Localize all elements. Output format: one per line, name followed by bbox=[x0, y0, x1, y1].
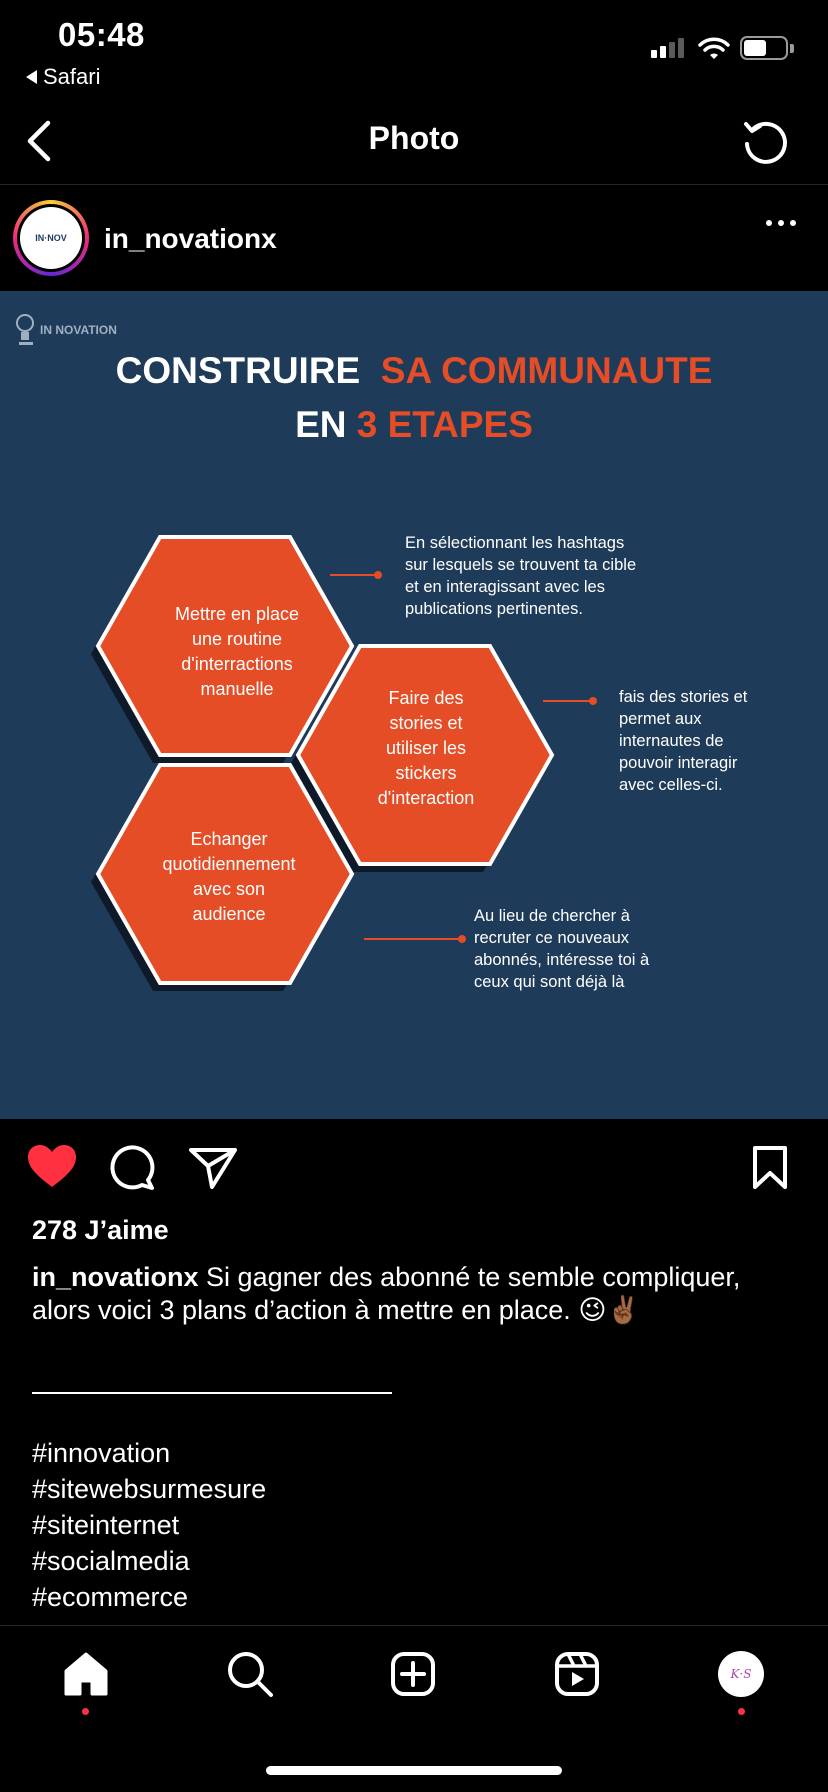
home-active-dot bbox=[82, 1708, 89, 1715]
profile-icon[interactable]: K·S bbox=[718, 1651, 764, 1697]
caption-separator bbox=[32, 1392, 392, 1394]
back-triangle-icon bbox=[26, 70, 37, 84]
step-3-description: Au lieu de chercher à recruter ce nouveaux abonnés, intéresse toi à ceux qui sont déjà là bbox=[474, 907, 650, 991]
caption-emojis: 😉✌🏾 bbox=[578, 1295, 641, 1325]
header-divider bbox=[0, 184, 828, 185]
profile-notification-dot bbox=[738, 1708, 745, 1715]
hashtag[interactable]: #siteinternet bbox=[32, 1510, 180, 1540]
heart-icon[interactable] bbox=[26, 1143, 78, 1191]
brand-logo: IN NOVATION bbox=[14, 312, 117, 348]
back-app-label: Safari bbox=[43, 64, 101, 89]
hex-2-label: Faire des stories et utiliser les stickers d'interaction bbox=[377, 688, 475, 808]
home-indicator bbox=[266, 1766, 562, 1775]
home-icon[interactable] bbox=[62, 1651, 110, 1697]
likes-count[interactable]: 278 J’aime bbox=[32, 1215, 169, 1245]
cellular-signal-icon bbox=[651, 38, 684, 58]
image-title: CONSTRUIRE SA COMMUNAUTE EN 3 ETAPES bbox=[115, 350, 713, 445]
comment-icon[interactable] bbox=[108, 1144, 156, 1192]
hex-1-label: Mettre en place une routine d'interractions manuelle bbox=[174, 604, 300, 699]
more-options-icon[interactable] bbox=[766, 220, 796, 226]
page-title: Photo bbox=[368, 120, 460, 156]
post-caption bbox=[32, 1261, 802, 1327]
hashtag[interactable]: #sitewebsurmesure bbox=[32, 1474, 267, 1504]
search-icon[interactable] bbox=[226, 1650, 274, 1698]
hex-3-label: Echanger quotidiennement avec son audience bbox=[162, 829, 296, 924]
battery-icon bbox=[740, 36, 788, 60]
hashtag-list bbox=[32, 1435, 266, 1615]
bookmark-icon[interactable] bbox=[752, 1145, 788, 1191]
wifi-icon bbox=[698, 36, 730, 60]
send-icon[interactable] bbox=[188, 1146, 238, 1190]
avatar-logo: IN·NOV bbox=[20, 207, 82, 269]
new-post-icon[interactable] bbox=[390, 1651, 436, 1697]
post-username[interactable]: in_novationx bbox=[104, 223, 277, 254]
hashtag[interactable]: #ecommerce bbox=[32, 1582, 189, 1612]
refresh-icon[interactable] bbox=[740, 116, 790, 166]
hashtag[interactable]: #socialmedia bbox=[32, 1546, 190, 1576]
step-2-description: fais des stories et permet aux internautes de pouvoir interagir avec celles-ci. bbox=[619, 688, 748, 794]
status-time: 05:48 bbox=[58, 16, 145, 53]
caption-username[interactable]: in_novationx bbox=[32, 1262, 199, 1292]
step-1-description: En sélectionnant les hashtags sur lesquels se trouvent ta cible et en interagissant avec les publications pertinentes. bbox=[405, 534, 637, 618]
reels-icon[interactable] bbox=[554, 1651, 600, 1697]
back-to-app-button[interactable] bbox=[26, 64, 100, 90]
hashtag[interactable]: #innovation bbox=[32, 1438, 171, 1468]
caption-text: Si gagner des abonné te semble compliquer, alors voici 3 plans d’action à mettre en place. bbox=[32, 1262, 741, 1325]
user-avatar[interactable] bbox=[13, 200, 89, 276]
